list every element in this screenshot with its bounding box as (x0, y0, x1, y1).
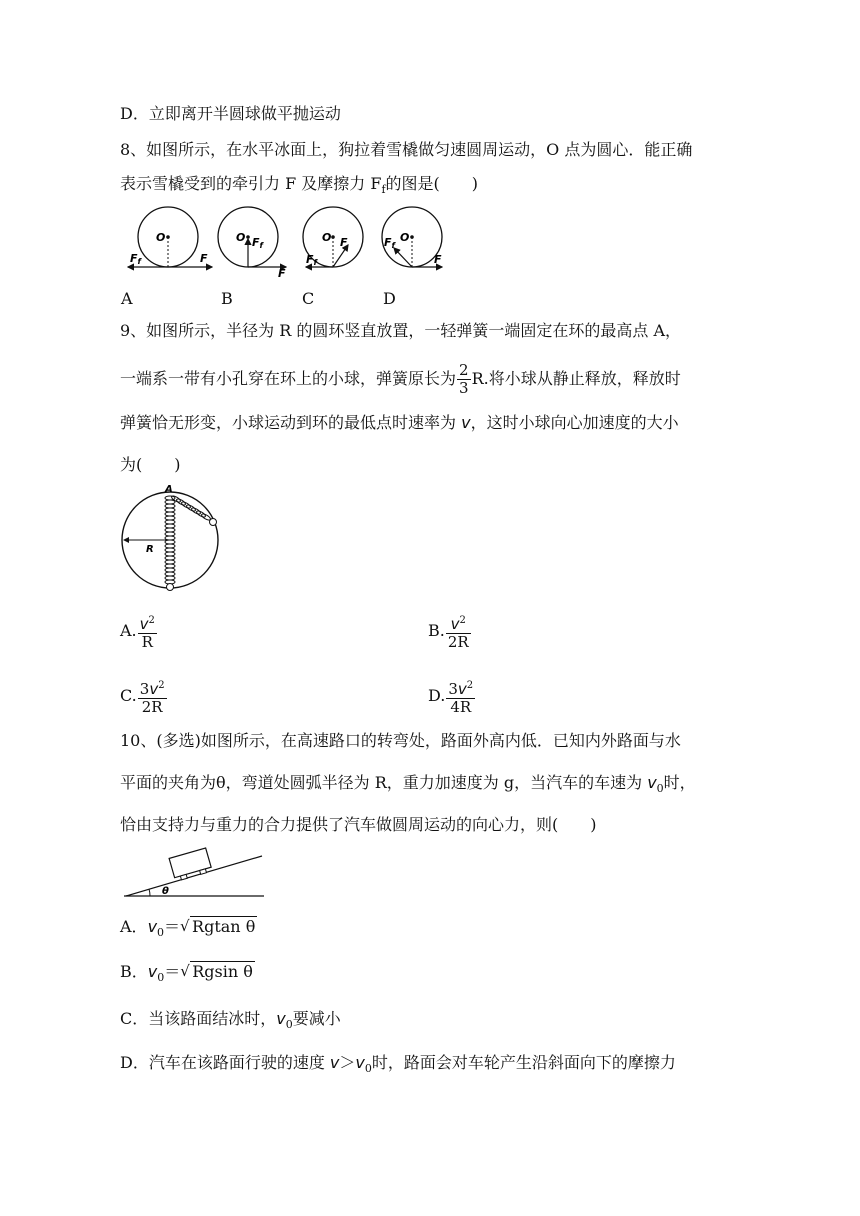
q8-figures (120, 205, 460, 284)
q8-fig-c (303, 207, 363, 267)
q9-stem-line1: 9、如图所示，半径为 R 的圆环竖直放置，一轻弹簧一端固定在环的最高点 A， (120, 321, 682, 340)
q9-option-a: A. $\frac{v^2}{R}$ (120, 612, 158, 651)
q10-figure-svg (122, 844, 267, 900)
q8-figures-svg (120, 205, 460, 280)
q9-figure (118, 484, 228, 598)
q9-fig-r: R (146, 544, 154, 555)
q8-fig-b (218, 207, 286, 280)
q9-option-d: D. $\frac{3v^2}{4R}$ (428, 677, 476, 716)
q8-option-a: A (121, 289, 133, 308)
q9-figure-svg (118, 484, 228, 594)
q8-fig-a-o: O (156, 231, 166, 244)
q8-fig-d (382, 207, 442, 267)
q9-option-b: B. $\frac{v^2}{2R}$ (428, 612, 472, 651)
q9-fig-a: A (165, 484, 173, 495)
q8-fig-d-ff: Ff (384, 236, 395, 250)
q8-option-d: D (383, 289, 396, 308)
q8-fig-a-ff: Ff (130, 252, 141, 266)
q9-option-c: C. $\frac{3v^2}{2R}$ (120, 677, 168, 716)
q10-figure (122, 844, 267, 904)
q10-option-a: A．$v_0=√$ Rgtan θ (120, 916, 257, 944)
q9-stem-line2: 一端系一带有小孔穿在环上的小球，弹簧原长为 $\frac{2}{3}$ R.将小球从静止释放，释放时 (120, 361, 681, 397)
q8-fig-c-ff: Ff (306, 253, 317, 267)
q7-option-d: D．立即离开半圆球做平抛运动 (120, 104, 341, 123)
q10-option-c: C．当该路面结冰时，$v_0$要减小 (120, 1009, 341, 1032)
q8-stem-line1: 8、如图所示，在水平冰面上，狗拉着雪橇做匀速圆周运动，O 点为圆心．能正确 (120, 140, 693, 159)
q10-stem-line3: 恰由支持力与重力的合力提供了汽车做圆周运动的向心力，则( ) (120, 815, 597, 834)
q8-stem-line2: 表示雪橇受到的牵引力 F 及摩擦力 $F_f$的图是( ) (120, 174, 479, 197)
q9-fraction: $\frac{2}{3}$ (459, 361, 469, 397)
q8-fig-c-o: O (322, 231, 332, 244)
q8-fig-b-o: O (236, 231, 246, 244)
q8-fig-b-ff: Ff (252, 236, 263, 250)
q9-stem-line3: 弹簧恰无形变，小球运动到环的最低点时速率为 v，这时小球向心加速度的大小 (120, 413, 679, 432)
q10-option-b: B．$v_0=√$ Rgsin θ (120, 961, 255, 989)
q8-option-c: C (302, 289, 315, 308)
q10-stem-line1: 10、(多选)如图所示，在高速路口的转弯处，路面外高内低．已知内外路面与水 (120, 731, 681, 750)
q8-fig-c-f: F (340, 236, 348, 249)
q8-option-b: B (221, 289, 233, 308)
q9-stem-line4: 为( ) (120, 455, 181, 474)
q8-fig-a (128, 207, 212, 267)
q10-fig-theta: θ (162, 886, 169, 897)
q8-fig-d-f: F (434, 253, 442, 266)
q8-fig-a-f: F (200, 252, 208, 265)
q8-fig-d-o: O (400, 231, 410, 244)
q10-stem-line2: 平面的夹角为θ，弯道处圆弧半径为 R，重力加速度为 g，当汽车的车速为 $v_0$时， (120, 773, 696, 796)
q10-option-d: D．汽车在该路面行驶的速度 $v>v_0$时，路面会对车轮产生沿斜面向下的摩擦力 (120, 1053, 676, 1076)
q8-fig-b-f: F (278, 267, 286, 280)
